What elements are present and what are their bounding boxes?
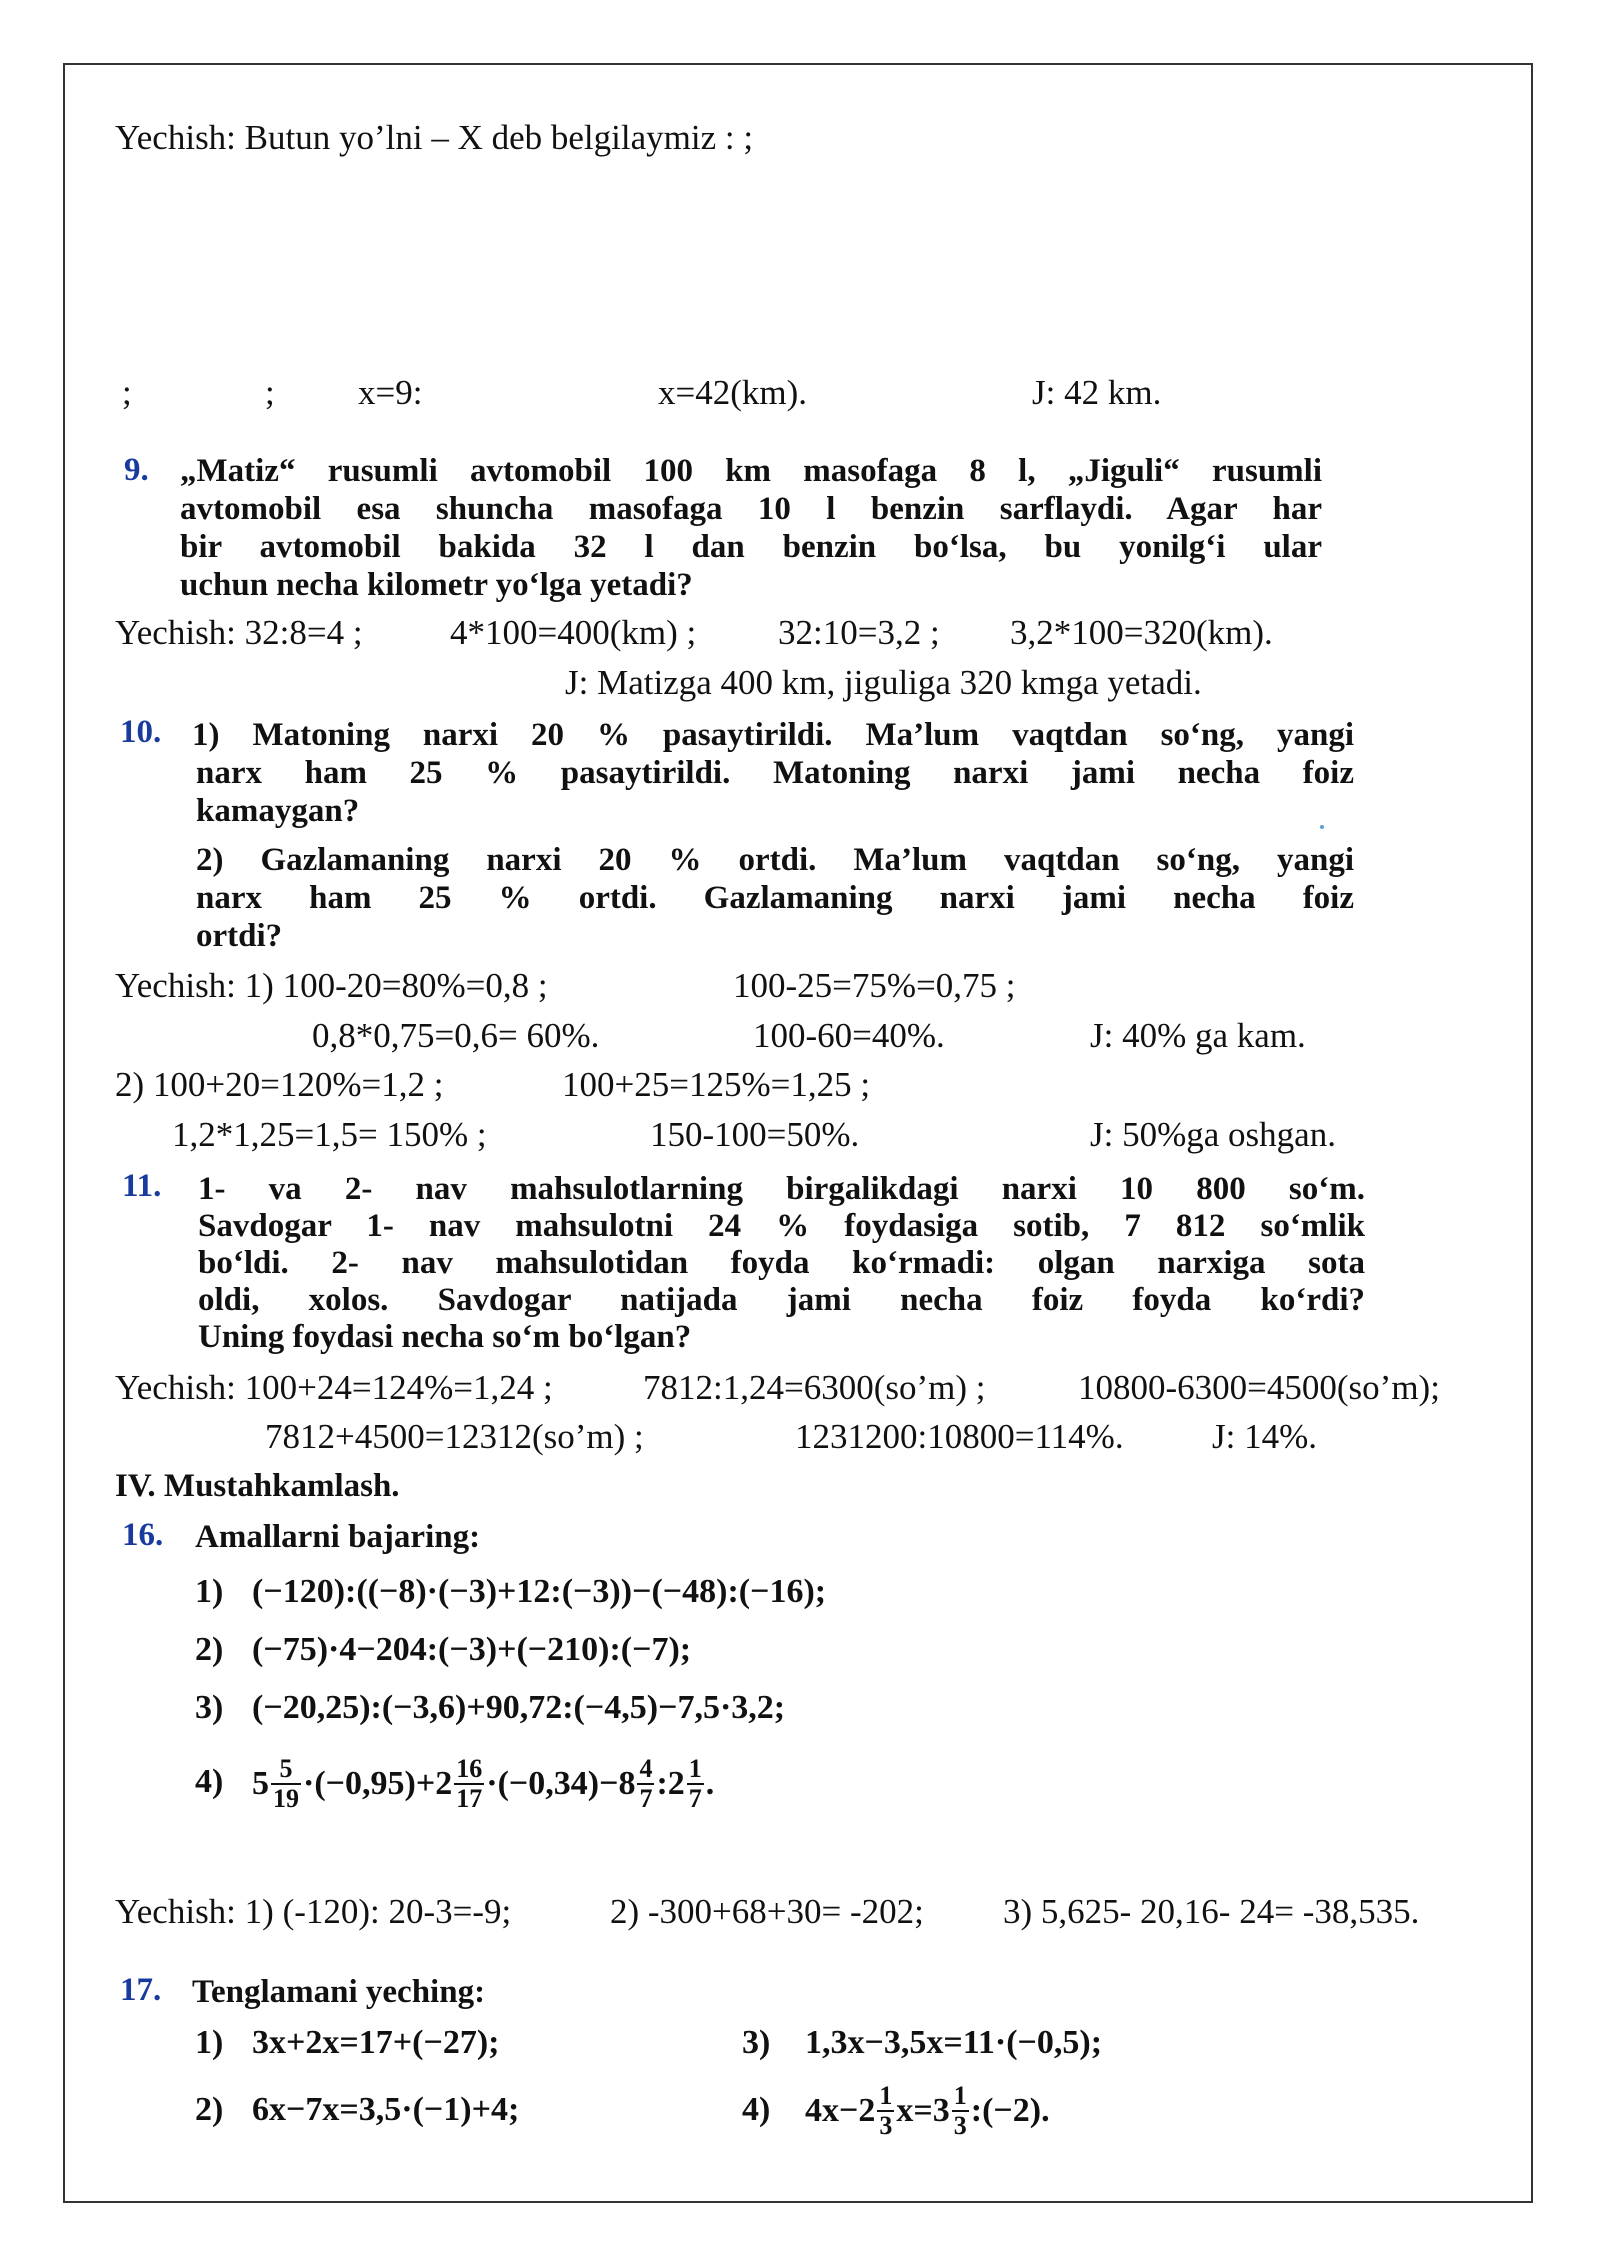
denominator: 7 bbox=[688, 1784, 702, 1813]
expression-part: ·(−0,34)−8 bbox=[486, 1765, 636, 1802]
denominator: 7 bbox=[639, 1784, 653, 1813]
expression-part: 4x−2 bbox=[805, 2092, 876, 2129]
equation-expression: 6x−7x=3,5·(−1)+4; bbox=[252, 2091, 520, 2128]
problem-9-line: avtomobil esa shuncha masofaga 10 l benzin sarflaydi. Agar har bbox=[180, 491, 1322, 527]
denominator: 3 bbox=[879, 2111, 893, 2140]
exercise-number: 4) bbox=[742, 2091, 771, 2128]
equation-x9: x=9: bbox=[358, 373, 423, 412]
answer-text: J: 42 km. bbox=[1032, 373, 1162, 412]
problem-11-line: Savdogar 1- nav mahsulotni 24 % foydasiga sotib, 7 812 so‘mlik bbox=[198, 1208, 1365, 1244]
problem-number-17: 17. bbox=[120, 1972, 162, 2008]
problem-11-line: bo‘ldi. 2- nav mahsulotidan foyda ko‘rmadi: olgan narxiga sota bbox=[198, 1245, 1365, 1281]
fraction bbox=[952, 2082, 969, 2140]
solution-step: 2) 100+20=120%=1,2 ; bbox=[115, 1065, 444, 1104]
exercise-expression: (−75)·4−204:(−3)+(−210):(−7); bbox=[252, 1631, 692, 1668]
problem-9-line: uchun necha kilometr yo‘lga yetadi? bbox=[180, 567, 693, 603]
solution-header: Yechish: Butun yo’lni – X deb belgilaymiz : ; bbox=[115, 118, 754, 157]
problem-10-line: 1) Matoning narxi 20 % pasaytirildi. Ma’lum vaqtdan so‘ng, yangi bbox=[192, 717, 1354, 753]
solution-step: 100-25=75%=0,75 ; bbox=[733, 966, 1016, 1005]
exercise-number: 3) bbox=[195, 1689, 224, 1726]
solution-step: 32:10=3,2 ; bbox=[778, 613, 940, 652]
solution-step: 2) -300+68+30= -202; bbox=[610, 1892, 924, 1931]
numerator: 1 bbox=[688, 1754, 702, 1783]
problem-10-line: 2) Gazlamaning narxi 20 % ortdi. Ma’lum vaqtdan so‘ng, yangi bbox=[196, 842, 1354, 878]
exercise-number: 3) bbox=[742, 2024, 771, 2061]
problem-number-16: 16. bbox=[122, 1517, 164, 1553]
exercise-number: 2) bbox=[195, 1631, 224, 1668]
mixed-fraction-expression bbox=[252, 1745, 714, 1823]
equation-expression: 3x+2x=17+(−27); bbox=[252, 2024, 500, 2061]
solution-step: Yechish: 32:8=4 ; bbox=[115, 613, 363, 652]
equation-x42: x=42(km). bbox=[658, 373, 808, 412]
numerator: 16 bbox=[456, 1754, 483, 1783]
mixed-fraction-equation bbox=[805, 2073, 1050, 2149]
expression-part: x=3 bbox=[896, 2092, 950, 2129]
fraction bbox=[877, 2082, 894, 2140]
solution-step: 1231200:10800=114%. bbox=[795, 1417, 1124, 1456]
numerator: 1 bbox=[879, 2081, 893, 2110]
exercise-number: 1) bbox=[195, 1573, 224, 1610]
exercise-number: 1) bbox=[195, 2024, 224, 2061]
solution-step: 3) 5,625- 20,16- 24= -38,535. bbox=[1003, 1892, 1420, 1931]
expression-part: . bbox=[705, 1765, 715, 1802]
answer-text: J: 40% ga kam. bbox=[1090, 1016, 1306, 1055]
solution-step: 150-100=50%. bbox=[650, 1115, 860, 1154]
numerator: 4 bbox=[639, 1754, 653, 1783]
answer-text: J: 50%ga oshgan. bbox=[1090, 1115, 1336, 1154]
fraction bbox=[637, 1755, 654, 1813]
exercise-expression: (−120):((−8)·(−3)+12:(−3))−(−48):(−16); bbox=[252, 1573, 827, 1610]
solution-step: 3,2*100=320(km). bbox=[1010, 613, 1273, 652]
denominator: 17 bbox=[456, 1784, 483, 1813]
exercise-number: 4) bbox=[195, 1763, 224, 1800]
problem-10-line: narx ham 25 % ortdi. Gazlamaning narxi jami necha foiz bbox=[196, 880, 1354, 916]
answer-text: J: 14%. bbox=[1212, 1417, 1317, 1456]
solution-step: Yechish: 100+24=124%=1,24 ; bbox=[115, 1368, 553, 1407]
problem-11-line: oldi, xolos. Savdogar natijada jami necha foiz foyda ko‘rdi? bbox=[198, 1282, 1365, 1318]
expression-part: :2 bbox=[656, 1765, 685, 1802]
denominator: 3 bbox=[953, 2111, 967, 2140]
solution-step: 7812+4500=12312(so’m) ; bbox=[265, 1417, 644, 1456]
problem-9-line: „Matiz“ rusumli avtomobil 100 km masofaga 8 l, „Jiguli“ rusumli bbox=[180, 453, 1322, 489]
denominator: 19 bbox=[273, 1784, 299, 1813]
section-heading: IV. Mustahkamlash. bbox=[115, 1468, 400, 1504]
problem-9-line: bir avtomobil bakida 32 l dan benzin bo‘lsa, bu yonilg‘i ular bbox=[180, 529, 1322, 565]
problem-11-line: 1- va 2- nav mahsulotlarning birgalikdagi narxi 10 800 so‘m. bbox=[198, 1171, 1365, 1207]
stray-mark bbox=[1320, 825, 1324, 829]
problem-number-11: 11. bbox=[122, 1168, 162, 1204]
solution-step: 0,8*0,75=0,6= 60%. bbox=[312, 1016, 600, 1055]
fraction bbox=[271, 1755, 301, 1813]
solution-step: 10800-6300=4500(so’m); bbox=[1078, 1368, 1440, 1407]
numerator: 1 bbox=[953, 2081, 967, 2110]
problem-10-line: kamaygan? bbox=[196, 793, 360, 829]
solution-step: 100+25=125%=1,25 ; bbox=[562, 1065, 871, 1104]
solution-step: 4*100=400(km) ; bbox=[450, 613, 697, 652]
solution-step: 1,2*1,25=1,5= 150% ; bbox=[172, 1115, 487, 1154]
fraction bbox=[687, 1755, 704, 1813]
equation-expression: 1,3x−3,5x=11·(−0,5); bbox=[805, 2024, 1103, 2061]
problem-16-title: Amallarni bajaring: bbox=[195, 1519, 481, 1555]
problem-11-line: Uning foydasi necha so‘m bo‘lgan? bbox=[198, 1319, 692, 1355]
exercise-expression: (−20,25):(−3,6)+90,72:(−4,5)−7,5·3,2; bbox=[252, 1689, 786, 1726]
whole-part: 5 bbox=[252, 1765, 269, 1802]
expression-part: :(−2). bbox=[970, 2092, 1050, 2129]
solution-step: 7812:1,24=6300(so’m) ; bbox=[643, 1368, 986, 1407]
exercise-number: 2) bbox=[195, 2091, 224, 2128]
solution-step: Yechish: 1) 100-20=80%=0,8 ; bbox=[115, 966, 548, 1005]
problem-number-9: 9. bbox=[124, 452, 149, 488]
fraction bbox=[454, 1755, 484, 1813]
problem-10-line: narx ham 25 % pasaytirildi. Matoning narxi jami necha foiz bbox=[196, 755, 1354, 791]
problem-10-line: ortdi? bbox=[196, 918, 283, 954]
solution-step: 100-60=40%. bbox=[753, 1016, 945, 1055]
numerator: 5 bbox=[271, 1755, 301, 1785]
problem-17-title: Tenglamani yeching: bbox=[192, 1974, 486, 2010]
expression-part: ·(−0,95)+2 bbox=[303, 1765, 453, 1802]
semicolon: ; bbox=[265, 373, 275, 412]
solution-step: Yechish: 1) (-120): 20-3=-9; bbox=[115, 1892, 512, 1931]
problem-number-10: 10. bbox=[120, 714, 162, 750]
answer-text: J: Matizga 400 km, jiguliga 320 kmga yetadi. bbox=[565, 663, 1202, 702]
semicolon: ; bbox=[122, 373, 132, 412]
